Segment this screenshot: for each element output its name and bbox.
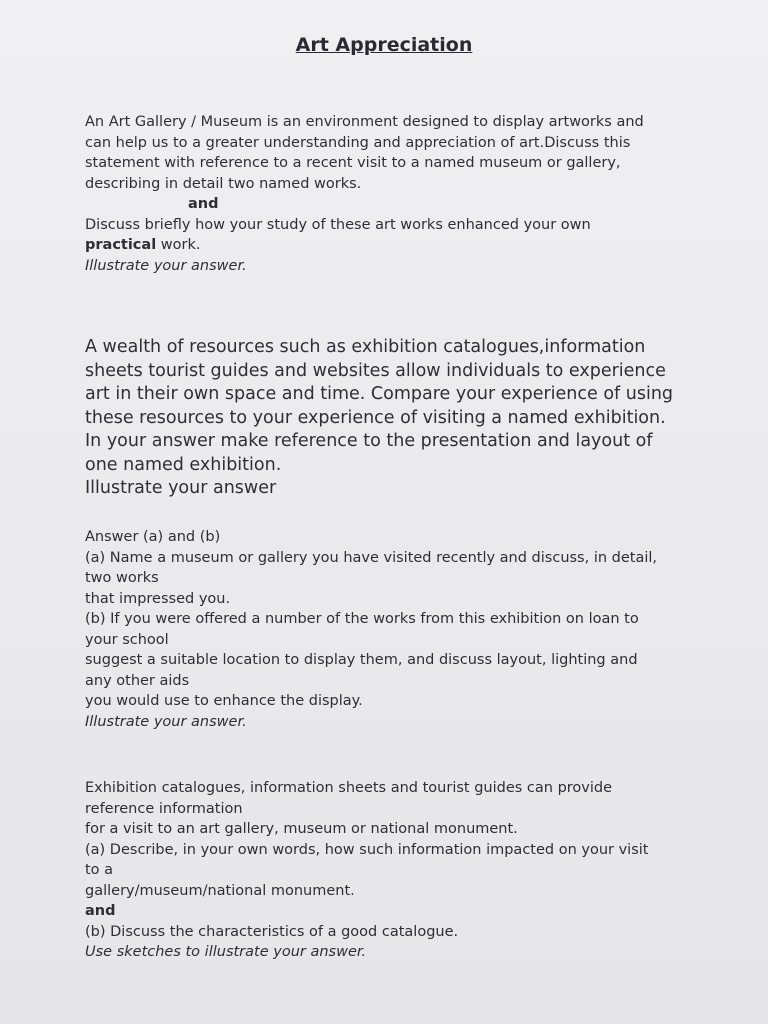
q2-line: sheets tourist guides and websites allow individuals to experience: [85, 360, 666, 381]
q1-line: An Art Gallery / Museum is an environment designed to display artworks and: [85, 114, 644, 130]
q1-line: statement with reference to a recent visit to a named museum or gallery,: [85, 155, 621, 171]
q1-practical-word: practical: [85, 237, 157, 253]
q3-line: (a) Name a museum or gallery you have visited recently and discuss, in detail,: [85, 549, 658, 566]
q3-illustrate: Illustrate your answer.: [85, 713, 247, 730]
q2-line: art in their own space and time. Compare your experience of using: [85, 384, 674, 404]
q2-line: one named exhibition.: [85, 454, 282, 475]
q1-work-suffix: work.: [156, 237, 201, 253]
q3-line: you would use to enhance the display.: [85, 693, 363, 709]
q3-line: suggest a suitable location to display them, and discuss layout, lighting and: [85, 652, 638, 668]
q4-and: and: [85, 903, 116, 919]
question-3: [85, 527, 700, 732]
q3-line: Answer (a) and (b): [85, 529, 221, 545]
q1-illustrate: Illustrate your answer.: [85, 257, 247, 274]
q1-line: describing in detail two named works.: [85, 175, 362, 192]
q3-line: (b) If you were offered a number of the works from this exhibition on loan to: [85, 611, 639, 627]
question-1: [85, 112, 700, 276]
q4-line: for a visit to an art gallery, museum or national monument.: [85, 821, 518, 837]
q4-b-line: (b) Discuss the characteristics of a good catalogue.: [85, 923, 459, 940]
q3-line: your school: [85, 631, 169, 648]
question-4: [85, 778, 700, 963]
q4-line: to a: [85, 862, 114, 878]
q1-line: can help us to a greater understanding and appreciation of art.Discuss this: [85, 134, 631, 151]
question-2: [85, 336, 700, 501]
q1-practical-line: [85, 235, 700, 256]
q2-line: these resources to your experience of visiting a named exhibition.: [85, 407, 666, 428]
q4-line: Exhibition catalogues, information sheets and tourist guides can provide: [85, 780, 613, 796]
q3-line: that impressed you.: [85, 590, 231, 607]
q3-line: any other aids: [85, 672, 190, 689]
q2-line: In your answer make reference to the presentation and layout of: [85, 431, 653, 451]
q2-illustrate: Illustrate your answer: [85, 478, 277, 498]
q4-line: (a) Describe, in your own words, how such information impacted on your visit: [85, 841, 649, 858]
document-title: Art Appreciation: [295, 34, 473, 56]
q4-sketches: Use sketches to illustrate your answer.: [85, 944, 367, 960]
q3-line: two works: [85, 570, 159, 586]
q4-line: gallery/museum/national monument.: [85, 882, 355, 899]
q1-and: and: [188, 196, 219, 212]
q1-discuss-line: Discuss briefly how your study of these art works enhanced your own: [85, 216, 591, 233]
q4-line: reference information: [85, 800, 243, 817]
q2-line: A wealth of resources such as exhibition catalogues,information: [85, 337, 646, 357]
